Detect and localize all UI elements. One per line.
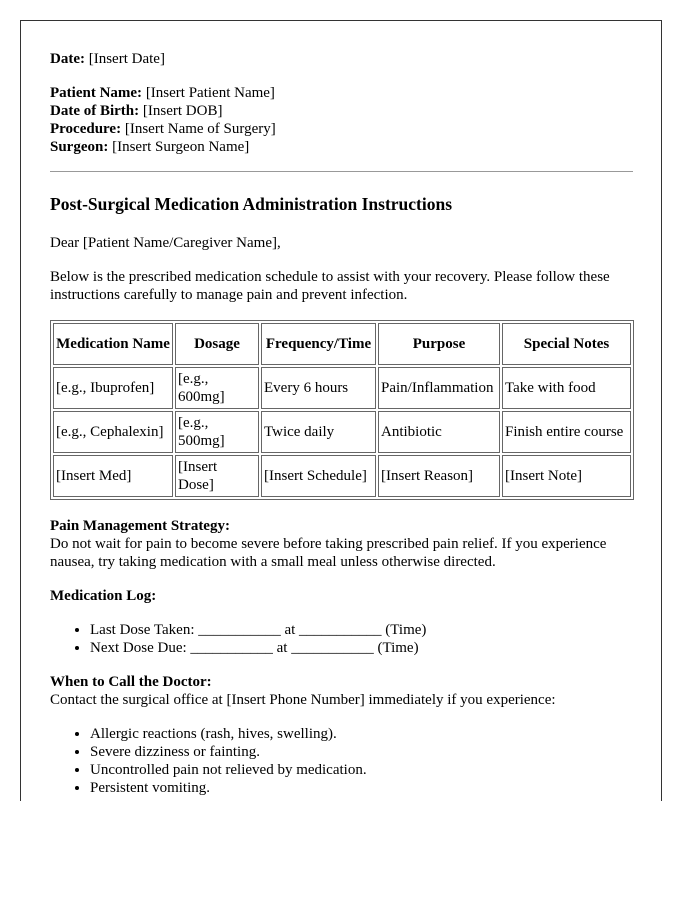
- table-cell: [Insert Dose]: [175, 455, 259, 497]
- procedure-value: [Insert Name of Surgery]: [124, 121, 276, 137]
- table-cell: Take with food: [502, 367, 631, 409]
- divider: [50, 171, 633, 172]
- patient-value: [Insert Patient Name]: [145, 85, 275, 101]
- intro-paragraph: Below is the prescribed medication schedule to assist with your recovery. Please follow these instructions carefully to manage pain and prevent infection.: [50, 269, 610, 303]
- pain-text: Do not wait for pain to become severe before taking prescribed pain relief. If you experience nausea, try taking medication with a small meal unless otherwise directed.: [50, 536, 607, 570]
- table-cell: [Insert Note]: [502, 455, 631, 497]
- doctor-heading: When to Call the Doctor:: [50, 674, 212, 690]
- table-cell: Pain/Inflammation: [378, 367, 500, 409]
- table-cell: [e.g., 500mg]: [175, 411, 259, 453]
- patient-line: Patient Name: [Insert Patient Name]: [50, 85, 275, 101]
- table-cell: [Insert Reason]: [378, 455, 500, 497]
- list-item: • Persistent vomiting.: [90, 779, 633, 797]
- page-title: Post-Surgical Medication Administration Instructions: [50, 194, 453, 214]
- list-item: • Severe dizziness or fainting.: [90, 743, 633, 761]
- table-cell: [e.g., 600mg]: [175, 367, 259, 409]
- table-cell: [Insert Med]: [53, 455, 173, 497]
- list-item: • Next Dose Due: ___________ at ___________ (Time): [90, 639, 633, 657]
- table-cell: Antibiotic: [378, 411, 500, 453]
- table-row: [53, 455, 631, 497]
- column-header: Dosage: [175, 323, 259, 365]
- log-list: [50, 621, 633, 657]
- document-content: [50, 50, 633, 797]
- table-cell: Finish entire course: [502, 411, 631, 453]
- dob-line: Date of Birth: [Insert DOB]: [50, 103, 223, 119]
- pain-heading: Pain Management Strategy:: [50, 518, 230, 534]
- table-cell: [e.g., Ibuprofen]: [53, 367, 173, 409]
- list-item: • Allergic reactions (rash, hives, swelling).: [90, 725, 633, 743]
- table-row: [53, 367, 631, 409]
- column-header: Frequency/Time: [261, 323, 376, 365]
- table-cell: Twice daily: [261, 411, 376, 453]
- table-header-row: [53, 323, 631, 365]
- log-heading: Medication Log:: [50, 588, 157, 604]
- column-header: Purpose: [378, 323, 500, 365]
- column-header: Special Notes: [502, 323, 631, 365]
- list-item: • Last Dose Taken: ___________ at ___________ (Time): [90, 621, 633, 639]
- column-header: Medication Name: [53, 323, 173, 365]
- table-cell: Every 6 hours: [261, 367, 376, 409]
- document-page: [20, 20, 662, 801]
- doctor-text: Contact the surgical office at [Insert Phone Number] immediately if you experience:: [50, 692, 556, 708]
- table-row: [53, 411, 631, 453]
- dob-value: [Insert DOB]: [142, 103, 223, 119]
- list-item: • Uncontrolled pain not relieved by medication.: [90, 761, 633, 779]
- surgeon-value: [Insert Surgeon Name]: [112, 139, 250, 155]
- table-cell: [e.g., Cephalexin]: [53, 411, 173, 453]
- greeting: Dear [Patient Name/Caregiver Name],: [50, 235, 281, 251]
- table-cell: [Insert Schedule]: [261, 455, 376, 497]
- date-line: Date: [Insert Date]: [50, 51, 165, 67]
- procedure-line: Procedure: [Insert Name of Surgery]: [50, 121, 276, 137]
- surgeon-line: Surgeon: [Insert Surgeon Name]: [50, 139, 250, 155]
- medication-table: [50, 320, 634, 500]
- date-value: [Insert Date]: [88, 51, 165, 67]
- symptom-list: [50, 725, 633, 797]
